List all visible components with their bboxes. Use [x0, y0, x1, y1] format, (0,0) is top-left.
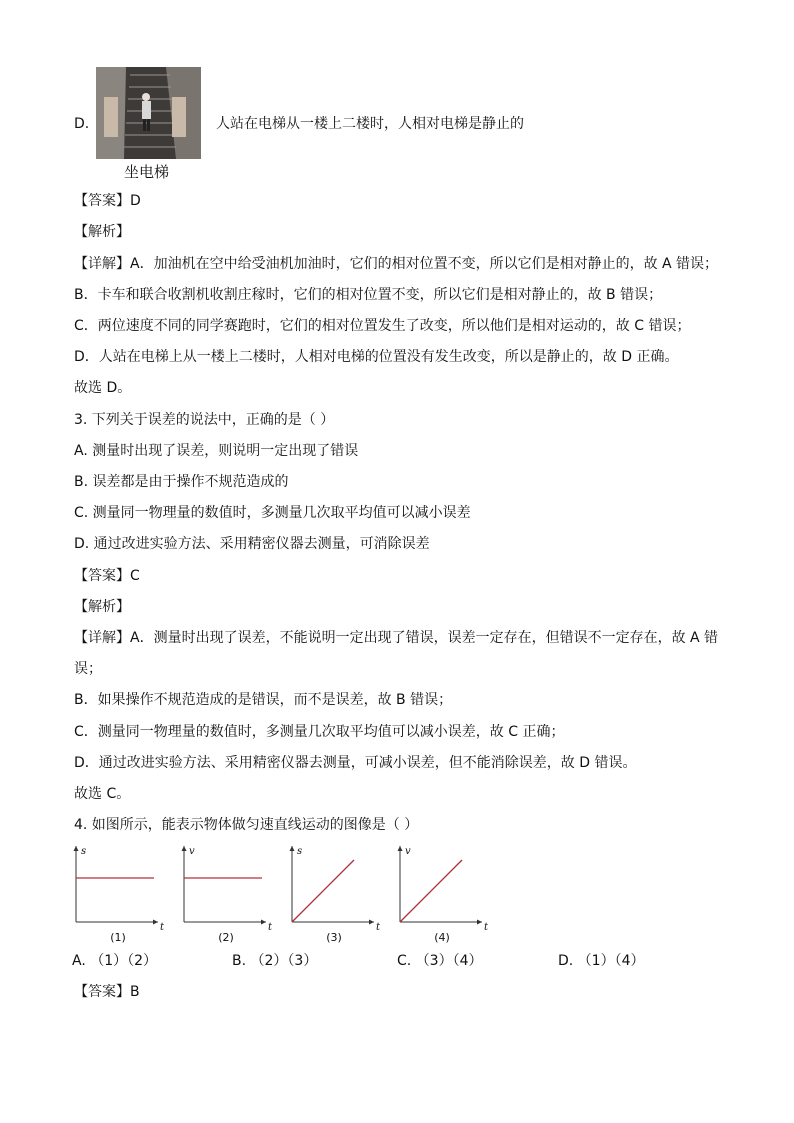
q3-analysis-head: 【解析】: [74, 599, 130, 615]
q4-option-d: D. （1）（4）: [558, 953, 645, 969]
graph-2: [178, 838, 288, 948]
x-axis-label: t: [160, 922, 165, 933]
x-axis-arrow: [477, 920, 482, 925]
q3-conclusion: 故选 C。: [74, 786, 131, 802]
y-axis-label: v: [189, 846, 195, 857]
q2-detail-a: 【详解】A．加油机在空中给受油机加油时，它们的相对位置不变，所以它们是相对静止的，故 A 错误；: [74, 256, 719, 272]
y-axis-arrow: [398, 846, 403, 851]
q3-detail-c: C．测量同一物理量的数值时，多测量几次取平均值可以减小误差，故 C 正确；: [74, 724, 565, 740]
q3-answer: 【答案】C: [74, 568, 140, 584]
graph-caption: (3): [326, 931, 342, 944]
q4-option-a: A. （1）（2）: [72, 953, 158, 969]
q2-conclusion: 故选 D。: [74, 380, 132, 396]
q2-detail-b: B．卡车和联合收割机收割庄稼时，它们的相对位置不变，所以它们是相对静止的，故 B 错误；: [74, 287, 663, 303]
q3-option-d: D. 通过改进实验方法、采用精密仪器去测量，可消除误差: [74, 536, 430, 552]
q3-detail-a-cont: 误；: [74, 661, 102, 677]
escalator-photo: [96, 67, 201, 159]
y-axis-arrow: [290, 846, 295, 851]
x-axis-label: t: [376, 922, 381, 933]
q4-stem: 4. 如图所示，能表示物体做匀速直线运动的图像是（ ）: [74, 817, 419, 833]
graph-caption: (4): [434, 931, 450, 944]
y-axis-label: s: [81, 846, 87, 857]
q3-detail-b: B．如果操作不规范造成的是错误，而不是误差，故 B 错误；: [74, 692, 453, 708]
q4-option-b: B. （2）（3）: [232, 953, 318, 969]
q2-detail-d: D．人站在电梯上从一楼上二楼时，人相对电梯的位置没有发生改变，所以是静止的，故 D 正确。: [74, 349, 679, 365]
q2-detail-c: C．两位速度不同的同学赛跑时，它们的相对位置发生了改变，所以他们是相对运动的，故 C 错误；: [74, 318, 691, 334]
x-axis-arrow: [369, 920, 374, 925]
y-axis-label: v: [405, 846, 411, 857]
y-axis-label: s: [297, 846, 303, 857]
y-axis-arrow: [182, 846, 187, 851]
q2-answer: 【答案】D: [74, 193, 141, 209]
graph-1: [70, 838, 180, 948]
x-axis-arrow: [261, 920, 266, 925]
q3-stem: 3. 下列关于误差的说法中，正确的是（ ）: [74, 412, 335, 428]
q3-option-b: B. 误差都是由于操作不规范造成的: [74, 474, 289, 490]
graph-caption: (2): [218, 931, 234, 944]
graph-line: [292, 860, 354, 922]
q3-detail-d: D．通过改进实验方法、采用精密仪器去测量，可减小误差，但不能消除误差，故 D 错误。: [74, 755, 637, 771]
q4-option-c: C. （3）（4）: [397, 953, 483, 969]
q3-option-c: C. 测量同一物理量的数值时，多测量几次取平均值可以减小误差: [74, 505, 471, 521]
q3-option-a: A. 测量时出现了误差，则说明一定出现了错误: [74, 443, 359, 459]
graph-3: [286, 838, 396, 948]
y-axis-arrow: [74, 846, 79, 851]
photo-caption: 坐电梯: [124, 163, 170, 181]
q3-detail-a: 【详解】A．测量时出现了误差，不能说明一定出现了错误，误差一定存在，但错误不一定存在，故 A 错: [74, 630, 719, 646]
x-axis-label: t: [268, 922, 273, 933]
q4-answer: 【答案】B: [74, 984, 140, 1000]
graph-4: [394, 838, 504, 948]
x-axis-arrow: [153, 920, 158, 925]
option-d-letter: D.: [74, 116, 90, 132]
graph-line: [400, 860, 462, 922]
option-d-text: 人站在电梯从一楼上二楼时，人相对电梯是静止的: [216, 116, 524, 132]
q2-analysis-head: 【解析】: [74, 224, 130, 240]
x-axis-label: t: [484, 922, 489, 933]
graph-caption: (1): [110, 931, 126, 944]
